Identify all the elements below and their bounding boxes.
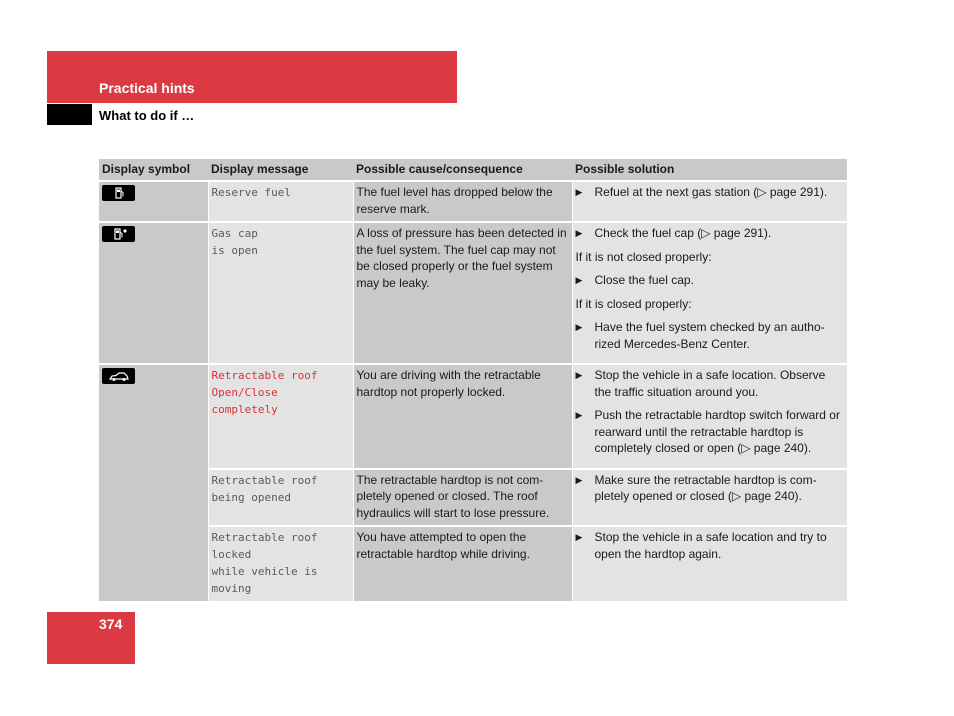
message-cell — [208, 469, 353, 527]
bullet-icon: ▶ — [575, 275, 583, 285]
solution-item: ▶ Push the retractable hardtop switch forward or rearward until the retractable hardtop is completely closed or open (▷ page 240). — [575, 408, 840, 455]
message-cell — [208, 181, 353, 222]
display-message-warning: Retractable roof Open/Close completely — [211, 369, 318, 416]
table-row — [99, 364, 847, 469]
solution-item: ▶ Stop the vehicle in a safe location. Observe the traffic situation around you. — [575, 368, 826, 399]
page-number: 374 — [99, 616, 123, 632]
display-message: Reserve fuel — [211, 186, 291, 199]
message-cell — [208, 526, 353, 601]
cause-cell: The retractable hardtop is not com-pletely opened or closed. The roof hydraulics will start to lose pressure. — [353, 469, 572, 527]
bullet-icon: ▶ — [575, 410, 583, 420]
solution-cell — [572, 222, 847, 364]
fuel-pump-icon — [102, 185, 135, 201]
col-possible-solution: Possible solution — [572, 159, 847, 181]
solution-item: ▶ Close the fuel cap. — [575, 273, 694, 287]
col-display-symbol: Display symbol — [99, 159, 208, 181]
cause-cell: A loss of pressure has been detected in the fuel system. The fuel cap may not be closed properly or the fuel system may be leaky. — [353, 222, 572, 364]
symbol-cell — [99, 364, 208, 601]
symbol-cell — [99, 181, 208, 222]
solution-note: If it is not closed properly: — [575, 249, 712, 264]
solution-item: ▶ Refuel at the next gas station (▷ page 291). — [575, 185, 828, 199]
col-display-message: Display message — [208, 159, 353, 181]
solution-item: ▶ Stop the vehicle in a safe location and try to open the hardtop again. — [575, 530, 827, 561]
display-message: Retractable roof being opened — [211, 473, 318, 504]
bullet-icon: ▶ — [575, 474, 583, 485]
message-cell — [208, 364, 353, 469]
solution-item: ▶ Check the fuel cap (▷ page 291). — [575, 226, 772, 240]
solution-item: ▶ Have the fuel system checked by an autho-rized Mercedes-Benz Center. — [575, 320, 825, 351]
solution-cell — [572, 181, 847, 222]
cause-cell: You have attempted to open the retractable hardtop while driving. — [353, 526, 572, 601]
display-message: Retractable roof locked while vehicle is moving — [211, 531, 318, 595]
display-message: Gas cap is open — [211, 227, 258, 257]
message-cell — [208, 222, 353, 364]
col-possible-cause: Possible cause/consequence — [353, 159, 572, 181]
table-row — [99, 526, 847, 601]
bullet-icon: ▶ — [575, 532, 583, 542]
solution-note: If it is closed properly: — [575, 296, 692, 311]
subsection-title: What to do if … — [99, 108, 195, 123]
symbol-cell — [99, 222, 208, 364]
solution-item: ▶ Make sure the retractable hardtop is com-pletely opened or closed (▷ page 240). — [575, 472, 817, 503]
table-row — [99, 222, 847, 364]
bullet-icon: ▶ — [575, 322, 583, 332]
display-messages-table — [99, 159, 847, 601]
bullet-icon: ▶ — [575, 187, 583, 197]
fuel-cap-icon — [102, 226, 135, 242]
table-row — [99, 469, 847, 527]
convertible-car-icon — [102, 368, 135, 384]
bullet-icon: ▶ — [575, 228, 583, 238]
cause-cell: You are driving with the retractable hardtop not properly locked. — [353, 364, 572, 469]
table-header-row — [99, 159, 847, 181]
table-row — [99, 181, 847, 222]
header-black-tab — [47, 104, 92, 125]
solution-cell — [572, 526, 847, 601]
bullet-icon: ▶ — [575, 370, 583, 380]
solution-cell — [572, 469, 847, 527]
cause-cell: The fuel level has dropped below the reserve mark. — [353, 181, 572, 222]
section-title: Practical hints — [99, 80, 195, 96]
solution-cell — [572, 364, 847, 469]
